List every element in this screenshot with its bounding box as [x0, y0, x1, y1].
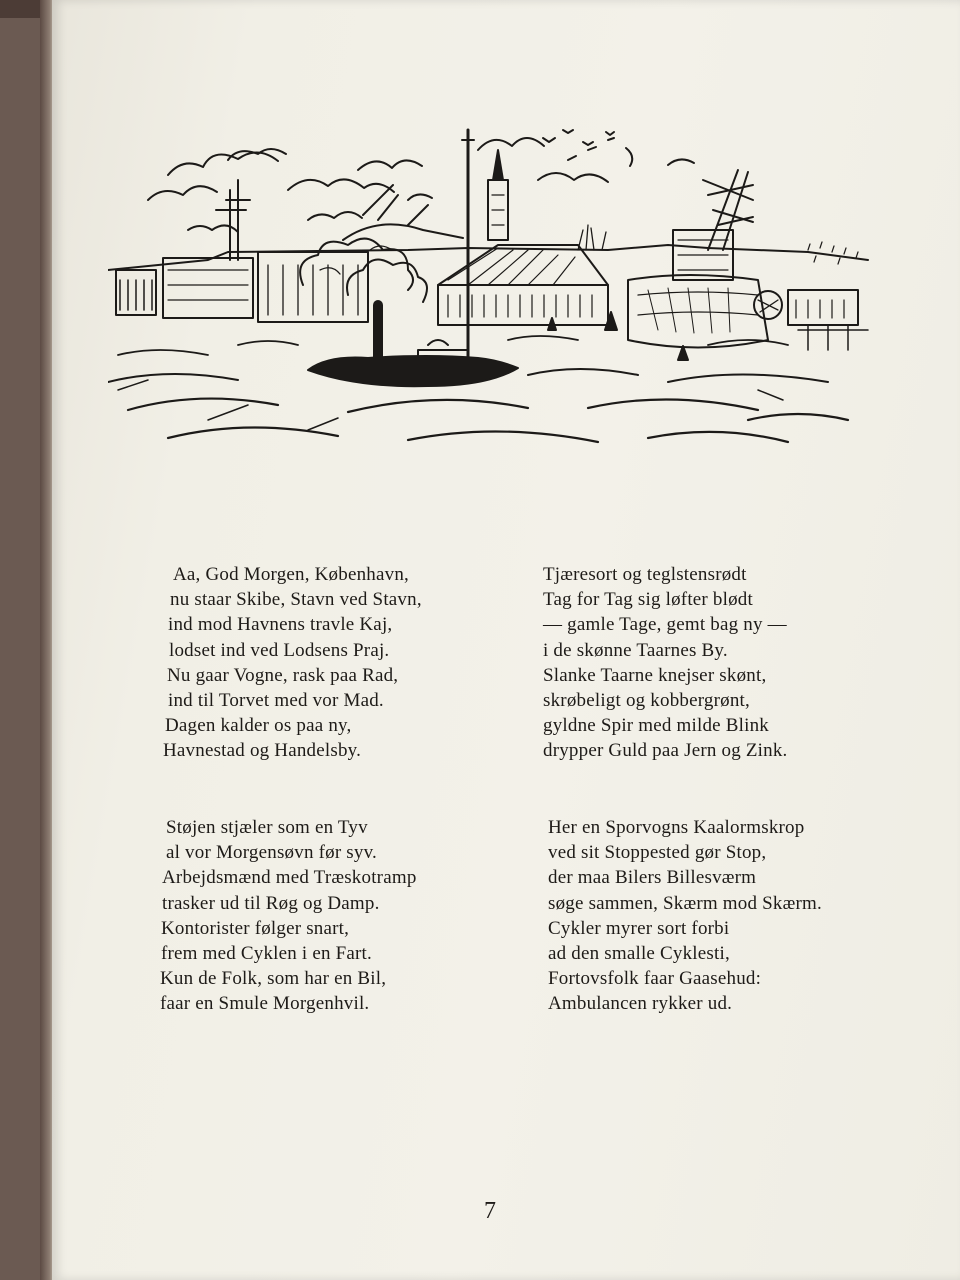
verse-line: Nu gaar Vogne, rask paa Rad,: [167, 664, 399, 686]
verse-line: Aa, God Morgen, København,: [173, 564, 409, 585]
verse-line: Kontorister følger snart,: [161, 917, 350, 939]
verse-line: drypper Guld paa Jern og Zink.: [543, 740, 788, 762]
verse-line: ved sit Stoppested gør Stop,: [548, 842, 767, 864]
stanza-3: [160, 815, 417, 1017]
verse-line: ind mod Havnens travle Kaj,: [168, 614, 393, 636]
verse-line: der maa Bilers Billesværm: [548, 867, 757, 889]
stanza-4: [548, 815, 822, 1017]
verse-line: frem med Cyklen i en Fart.: [161, 943, 372, 965]
verse-line: nu staar Skibe, Stavn ved Stavn,: [170, 589, 422, 611]
verse-line: Arbejdsmænd med Træskotramp: [162, 867, 417, 889]
page-number: 7: [484, 1198, 496, 1224]
harbor-illustration: [108, 120, 878, 460]
verse-line: faar en Smule Morgenhvil.: [160, 993, 370, 1015]
verse-line: ad den smalle Cyklesti,: [548, 943, 730, 965]
verse-line: — gamle Tage, gemt bag ny —: [543, 614, 787, 636]
verse-line: Cykler myrer sort forbi: [548, 917, 730, 939]
verse-line: Fortovsfolk faar Gaasehud:: [548, 968, 762, 990]
verse-line: Tjæresort og teglstensrødt: [543, 564, 747, 585]
verse-line: gyldne Spir med milde Blink: [543, 715, 769, 737]
stanza-2: [543, 562, 788, 764]
verse-line: Slanke Taarne knejser skønt,: [543, 664, 767, 686]
verse-line: Dagen kalder os paa ny,: [165, 715, 352, 737]
verse-line: lodset ind ved Lodsens Praj.: [169, 639, 390, 661]
verse-line: Havnestad og Handelsby.: [163, 740, 362, 762]
verse-line: Tag for Tag sig løfter blødt: [543, 589, 753, 611]
verse-line: al vor Morgensøvn før syv.: [166, 842, 378, 864]
verse-line: i de skønne Taarnes By.: [543, 639, 728, 661]
verse-line: trasker ud til Røg og Damp.: [162, 892, 380, 914]
verse-line: Støjen stjæler som en Tyv: [166, 817, 368, 838]
verse-line: skrøbeligt og kobbergrønt,: [543, 690, 750, 712]
verse-line: Kun de Folk, som har en Bil,: [160, 968, 387, 990]
verse-line: ind til Torvet med vor Mad.: [168, 690, 384, 712]
stanza-1: [160, 562, 422, 764]
verse-line: søge sammen, Skærm mod Skærm.: [548, 892, 822, 914]
verse-line: Ambulancen rykker ud.: [548, 993, 733, 1015]
verse-line: Her en Sporvogns Kaalormskrop: [548, 817, 805, 838]
